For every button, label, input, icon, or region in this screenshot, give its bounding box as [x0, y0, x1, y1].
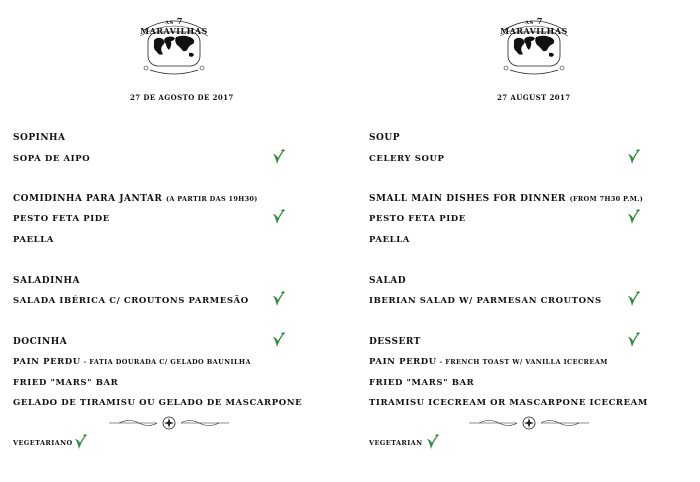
section-title-dessert: DESSERT — [369, 337, 421, 347]
menu-item: SOPA DE AIPO — [13, 154, 91, 164]
section-title-dessert: DOCINHA — [13, 337, 68, 347]
menu-item: IBERIAN SALAD W/ PARMESAN CROUTONS — [369, 296, 602, 306]
menu-item: TIRAMISU ICECREAM OR MASCARPONE ICECREAM — [369, 398, 648, 408]
vegetarian-icon — [271, 148, 287, 166]
vegetarian-icon — [626, 148, 642, 166]
compass-divider-icon — [109, 416, 229, 430]
menu-item: PAELLA — [369, 235, 410, 245]
section-title-salad: SALADINHA — [13, 276, 81, 286]
vegetarian-icon — [626, 290, 642, 308]
legend-label: VEGETARIAN — [369, 439, 423, 447]
menu-item: GELADO DE TIRAMISU OU GELADO DE MASCARPONE — [13, 398, 303, 408]
menu-date: 27 AUGUST 2017 — [497, 93, 571, 102]
menu-item: FRIED "MARS" BAR — [369, 378, 475, 388]
vegetarian-legend-icon — [425, 433, 441, 451]
brand-name: AS 7 MARAVILHAS — [500, 16, 568, 36]
section-title-soup: SOPINHA — [13, 133, 66, 143]
vegetarian-icon — [626, 208, 642, 226]
menu-item: FRIED "MARS" BAR — [13, 378, 119, 388]
vegetarian-icon — [271, 290, 287, 308]
menu-item: PESTO FETA PIDE — [369, 214, 466, 224]
section-title-salad: SALAD — [369, 276, 407, 286]
vegetarian-legend-icon — [73, 433, 89, 451]
menu-date: 27 DE AGOSTO DE 2017 — [130, 93, 234, 102]
section-title-mains: COMIDINHA PARA JANTAR (A PARTIR DAS 19H30) — [13, 194, 258, 204]
logo-emblem — [492, 8, 576, 80]
vegetarian-icon — [271, 208, 287, 226]
vegetarian-icon — [271, 331, 287, 349]
menu-item: PAELLA — [13, 235, 54, 245]
menu-item: PAIN PERDU - FATIA DOURADA C/ GELADO BAUNILHA — [13, 357, 251, 367]
menu-item: SALADA IBÉRICA C/ CROUTONS PARMESÃO — [13, 296, 249, 306]
vegetarian-icon — [626, 331, 642, 349]
menu-column-portuguese — [13, 0, 343, 482]
brand-name: AS 7 MARAVILHAS — [140, 16, 208, 36]
logo-emblem — [132, 8, 216, 80]
menu-column-english — [369, 0, 699, 482]
menu-item: PAIN PERDU - FRENCH TOAST W/ VANILLA ICECREAM — [369, 357, 608, 367]
compass-divider-icon — [469, 416, 589, 430]
section-title-mains: SMALL MAIN DISHES FOR DINNER (FROM 7H30 P.M.) — [369, 194, 644, 204]
menu-item: PESTO FETA PIDE — [13, 214, 110, 224]
menu-item: CELERY SOUP — [369, 154, 445, 164]
section-title-soup: SOUP — [369, 133, 400, 143]
legend-label: VEGETARIANO — [13, 439, 73, 447]
